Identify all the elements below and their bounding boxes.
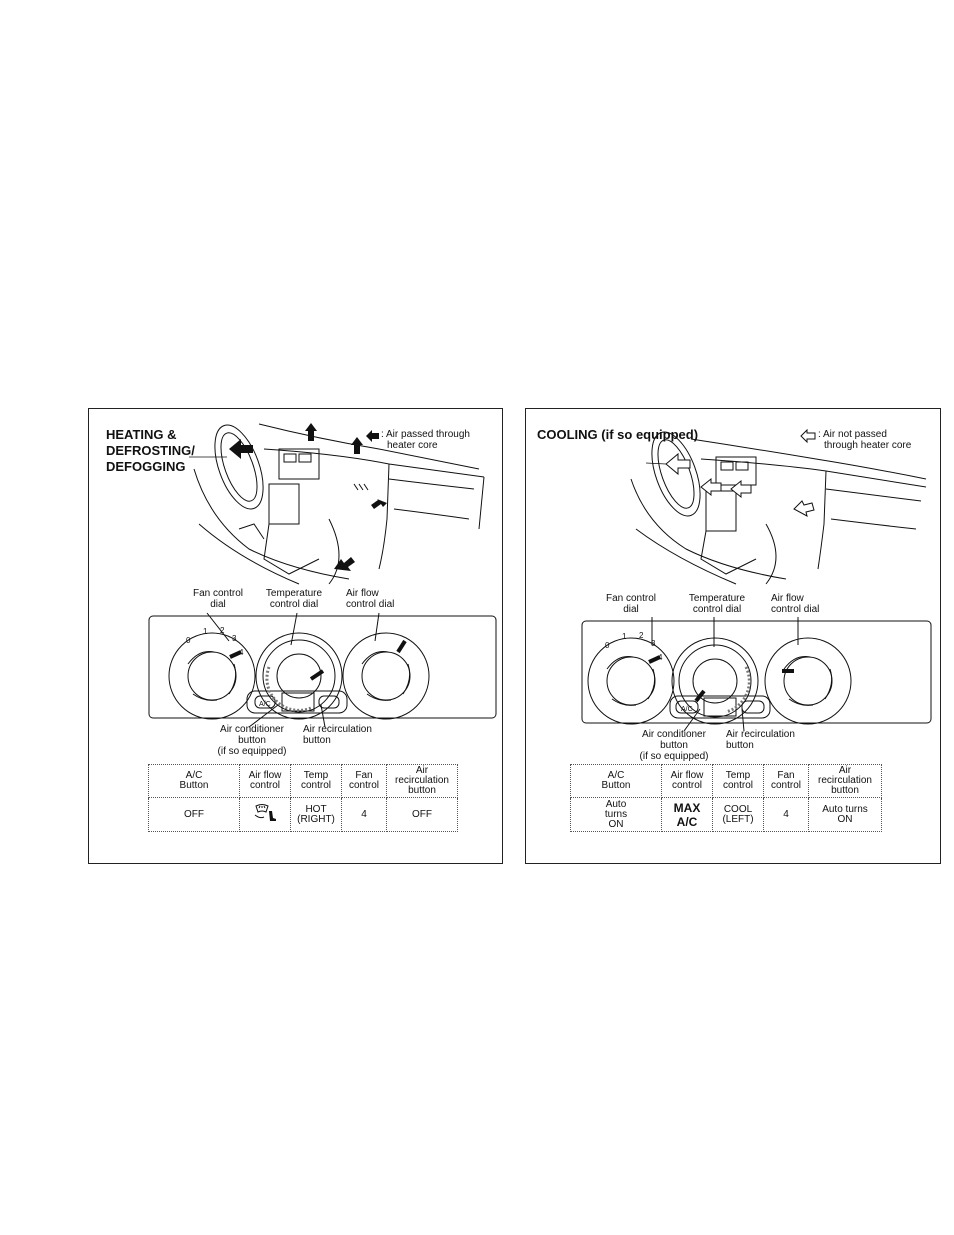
label-line: Fan control: [605, 593, 657, 604]
label-line: Fan control: [192, 588, 244, 599]
heating-settings-table: [148, 764, 458, 832]
label-line: control dial: [692, 604, 742, 615]
label-line: Air flow: [346, 588, 379, 599]
legend-line: : Air passed through: [381, 429, 470, 440]
heating-title-line: HEATING &: [106, 427, 177, 442]
value-cell: HOT (RIGHT): [291, 798, 342, 832]
label-line: Temperature: [265, 588, 323, 599]
cooling-panel: [525, 408, 941, 864]
value-cell: 4: [342, 798, 387, 832]
value-cell: COOL (LEFT): [713, 798, 764, 832]
value-cell: Auto turns ON: [571, 798, 662, 832]
header-cell: A/C Button: [571, 765, 662, 798]
header-cell: Fan control: [342, 765, 387, 798]
label-line: control dial: [346, 599, 395, 610]
value-cell: MAX A/C: [662, 798, 713, 832]
value-cell: OFF: [387, 798, 458, 832]
header-cell: A/C Button: [149, 765, 240, 798]
value-cell: 4: [764, 798, 809, 832]
table-row: [571, 798, 882, 832]
fan-tick-label: 1: [622, 632, 627, 641]
label-line: Air recirculation: [726, 729, 795, 740]
cooling-title-line: COOLING (if so equipped): [537, 427, 699, 442]
header-cell: Air flow control: [240, 765, 291, 798]
label-line: button: [660, 740, 688, 751]
legend-line: heater core: [387, 440, 438, 451]
table-header-row: [149, 765, 458, 798]
ac-button-label: A/C: [259, 701, 271, 708]
fan-tick-label: 2: [220, 626, 225, 635]
fan-tick-label: 1: [203, 627, 208, 636]
hvac-control-panel: [526, 409, 942, 769]
label-line: dial: [623, 604, 639, 615]
header-cell: Air recirculation button: [809, 765, 882, 798]
label-line: button: [726, 740, 754, 751]
label-line: button: [303, 735, 331, 746]
header-cell: Temp control: [291, 765, 342, 798]
value-cell: [240, 798, 291, 832]
label-line: Air conditioner: [642, 729, 706, 740]
header-cell: Air flow control: [662, 765, 713, 798]
fan-tick-label: 4: [658, 653, 663, 662]
header-cell: Temp control: [713, 765, 764, 798]
legend-line: : Air not passed: [818, 429, 887, 440]
fan-tick-label: 3: [651, 639, 656, 648]
value-cell: OFF: [149, 798, 240, 832]
heating-defrosting-panel: [88, 408, 503, 864]
cooling-settings-table: [570, 764, 882, 832]
label-line: Temperature: [688, 593, 746, 604]
fan-tick-label: 4: [239, 648, 244, 657]
fan-tick-label: 0: [186, 636, 191, 645]
label-line: Air conditioner: [220, 724, 284, 735]
table-header-row: [571, 765, 882, 798]
legend-line: through heater core: [824, 440, 912, 451]
label-line: Air recirculation: [303, 724, 372, 735]
fan-tick-label: 3: [232, 634, 237, 643]
label-line: control dial: [771, 604, 820, 615]
value-cell: Auto turns ON: [809, 798, 882, 832]
heating-title-line: DEFROSTING/: [106, 443, 195, 458]
label-line: dial: [210, 599, 226, 610]
fan-tick-label: 2: [639, 631, 644, 640]
air-recirculation-button-label: [303, 724, 393, 746]
air-conditioner-button-label: [207, 724, 297, 757]
fan-tick-label: 0: [605, 641, 610, 650]
header-cell: Fan control: [764, 765, 809, 798]
air-recirculation-button-label: [726, 729, 816, 751]
ac-button-label: A/C: [681, 706, 693, 713]
table-row: [149, 798, 458, 832]
header-cell: Air recirculation button: [387, 765, 458, 798]
label-line: control dial: [269, 599, 319, 610]
heating-title-line: DEFOGGING: [106, 459, 186, 474]
label-line: (if so equipped): [639, 751, 709, 762]
label-line: button: [238, 735, 266, 746]
defrost-foot-icon: [252, 803, 278, 823]
air-conditioner-button-label: [624, 729, 724, 762]
label-line: (if so equipped): [217, 746, 287, 757]
label-line: Air flow: [771, 593, 804, 604]
hvac-control-panel: [89, 409, 504, 769]
